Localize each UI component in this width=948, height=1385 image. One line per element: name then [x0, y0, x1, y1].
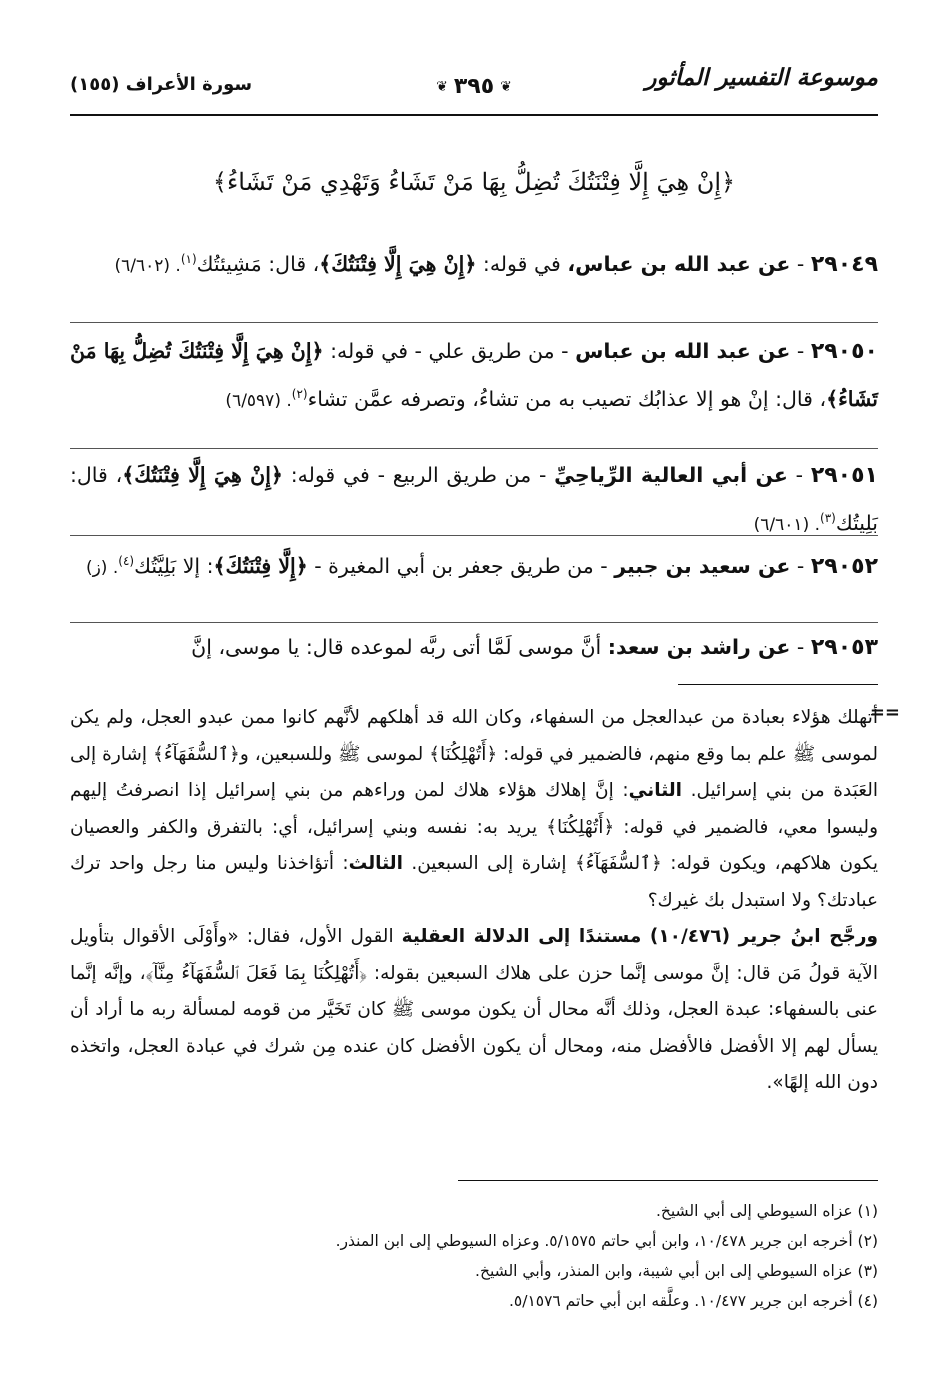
entry-prefix: - من طريق الربيع - في قوله: [290, 463, 547, 487]
ornament-icon: ❦ [500, 78, 512, 95]
entry-number: ٢٩٠٥٠ [810, 339, 878, 364]
footnote-2: (٢) أخرجه ابن جرير ١٠/٤٧٨، وابن أبي حاتم ٥/١٥٧٥. وعزاه السيوطي إلى ابن المنذر. [335, 1232, 878, 1250]
entry-29053: ٢٩٠٥٣ - عن راشد بن سعد: أنَّ موسى لَمَّا أتى ربَّه لموعده قال: يا موسى، إنَّ [191, 635, 878, 660]
commentary-part-2: : إنَّ إهلاك هؤلاء هلاك لمن وراءهم من بني إسرائيل إذا انصرفتُ إليهم وليسوا معي، فالضمير في قوله: ﴿أَتُهْلِكُنَا﴾ يريد به: نفسه وبني إسرائيل، أي: بالتفرق والكفر والعصيان يكون هلاكهم، ويكون قوله: ﴿ٱلسُّفَهَآءُ﴾ إشارة إلى السبعين. [70, 780, 878, 874]
commentary-part-1: أتهلك هؤلاء بعبادة من عبدالعجل من السفهاء، وكان الله قد أهلكهم لأنَّهم كانوا ممن عبدو العجل، ولم يكن لموسى ﷺ علم بما وقع منهم، فالضمير في قوله: ﴿أَتُهْلِكُنَا﴾ لموسى ﷺ وللسبعين، و﴿ٱلسُّفَهَآءُ﴾ إشارة إلى العَبَدة من بني إسرائيل. [70, 707, 878, 801]
page-number: ٣٩٥ [453, 74, 495, 99]
footnote-4: (٤) أخرجه ابن جرير ١٠/٤٧٧. وعلَّقه ابن أبي حاتم ٥/١٥٧٦. [508, 1292, 878, 1310]
entry-divider [70, 622, 878, 623]
entry-number: ٢٩٠٥١ [810, 463, 878, 488]
footnote-ref: (٤) [118, 554, 135, 568]
footnote-ref: (١) [180, 252, 197, 266]
commentary-separator [678, 684, 878, 685]
continuation-mark: == [869, 702, 900, 723]
entry-divider [70, 322, 878, 323]
entry-text: ، قال: بَلِيتُك [70, 463, 878, 535]
entry-prefix: - من طريق جعفر بن أبي المغيرة - [314, 553, 608, 578]
surah-label: سورة الأعراف (١٥٥) [70, 74, 253, 95]
entry-29052: ٢٩٠٥٢ - عن سعيد بن جبير - من طريق جعفر بن أبي المغيرة - ﴿إِلَّا فِتْنَتُكَ﴾: إلا بَلِيَّتُك$^{(٤)}$. (ز) [85, 553, 878, 579]
footnote-ref: (٢) [291, 387, 308, 401]
header-rule [70, 114, 878, 116]
footnote-separator [458, 1180, 878, 1181]
page-number-block [436, 74, 512, 99]
entry-text: : إلا بَلِيَّتُك [134, 553, 214, 578]
entry-prefix: - من طريق علي - في قوله: [330, 339, 569, 363]
footnote-1: (١) عزاه السيوطي إلى أبي الشيخ. [655, 1202, 878, 1220]
narrator-name: عن راشد بن سعد: [607, 635, 791, 659]
entry-text: ، قال: إنْ هو إلا عذابُك تصيب به من تشاءُ، وتصرفه عمَّن تشاء [307, 386, 827, 411]
narrator-name: عن سعيد بن جبير [614, 553, 791, 578]
ornament-icon: ❦ [436, 78, 448, 95]
quran-quote: ﴿إِلَّا فِتْنَتُكَ﴾ [213, 553, 308, 578]
book-title: موسوعة التفسير المأثور [645, 64, 878, 91]
narrator-name: عن عبد الله بن عباس [575, 339, 791, 363]
volume-ref: . (٦/٦٠١) [753, 514, 821, 535]
volume-ref: . (ز) [85, 557, 119, 578]
footnotes [70, 1196, 878, 1316]
second-label: الثاني [628, 780, 683, 801]
volume-ref: . (٦/٥٩٧) [225, 390, 292, 411]
entry-prefix: في قوله: [482, 251, 561, 276]
tarjih-text: القول الأول، فقال: «وأَوْلَى الأقوال بتأويل الآية قولُ مَن قال: إنَّ موسى إنَّما حزن على هلاك السبعين بقوله: ﴿أَتُهْلِكُنَا بِمَا فَعَلَ ٱلسُّفَهَآءُ مِنَّآ﴾، وإنَّه إنَّما عنى بالسفهاء: عبدة العجل، وذلك أنَّه محال أن يكون موسى ﷺ كان تَخَيَّر من قومه لمسألة ربه ما أراد أن يسأل لهم إلا الأفضل فالأفضل منه، ومحال أن يكون الأفضل كان عنده مِن شرك في عبادة العجل، واتخذه دون الله إلهًا». [70, 926, 878, 1093]
commentary-block [70, 700, 878, 1102]
commentary-part-3: : أتؤاخذنا وليس منا رجل واحد ترك عبادتك؟ ولا استبدل بك غيرك؟ [70, 853, 878, 911]
entry-29051: ٢٩٠٥١ - عن أبي العالية الرِّياحِيِّ - من طريق الربيع - في قوله: ﴿إِنْ هِيَ إِلَّا فِتْنَتُكَ﴾، قال: بَلِيتُك$^{(٣)}$. (٦/٦٠١) [70, 463, 878, 535]
entry-number: ٢٩٠٥٣ [810, 635, 878, 660]
tarjih-heading: ورجَّح ابنُ جرير (١٠/٤٧٦) مستندًا إلى الدلالة العقلية [401, 926, 879, 947]
footnote-3: (٣) عزاه السيوطي إلى ابن أبي شيبة، وابن المنذر، وأبي الشيخ. [475, 1262, 878, 1280]
quran-verse: ﴿إِنْ هِيَ إِلَّا فِتْنَتُكَ تُضِلُّ بِهَا مَنْ تَشَاءُ وَتَهْدِي مَنْ تَشَاءُ﴾ [212, 168, 736, 196]
entry-number: ٢٩٠٤٩ [810, 251, 878, 277]
entry-text: ، قال: مَشِيئتُك [196, 251, 320, 276]
third-label: الثالث [348, 853, 403, 874]
entry-29050: ٢٩٠٥٠ - عن عبد الله بن عباس - من طريق علي - في قوله: ﴿إِنْ هِيَ إِلَّا فِتْنَتُكَ تُضِلُّ بِهَا مَنْ تَشَاءُ﴾، قال: إنْ هو إلا عذابُك تصيب به من تشاءُ، وتصرفه عمَّن تشاء$^{(٢)}$. (٦/٥٩٧) [70, 339, 878, 411]
quran-quote: ﴿إِنْ هِيَ إِلَّا فِتْنَتُكَ تُضِلُّ بِهَا مَنْ تَشَاءُ﴾ [70, 339, 878, 411]
entry-29049: ٢٩٠٤٩ - عن عبد الله بن عباس، في قوله: ﴿إِنْ هِيَ إِلَّا فِتْنَتُكَ﴾، قال: مَشِيئتُك$^{(١)}$. (٦/٦٠٢) [114, 251, 878, 277]
page-header [70, 58, 878, 108]
entry-text: أنَّ موسى لَمَّا أتى ربَّه لموعده قال: يا موسى، إنَّ [191, 635, 602, 659]
entry-number: ٢٩٠٥٢ [810, 553, 878, 579]
quran-quote: ﴿إِنْ هِيَ إِلَّا فِتْنَتُكَ﴾ [319, 251, 477, 276]
entry-divider [70, 448, 878, 449]
narrator-name: عن عبد الله بن عباس، [567, 251, 791, 276]
quran-quote: ﴿إِنْ هِيَ إِلَّا فِتْنَتُكَ﴾ [122, 463, 283, 487]
footnote-ref: (٣) [820, 511, 836, 525]
volume-ref: . (٦/٦٠٢) [114, 255, 181, 276]
entry-divider [70, 535, 878, 536]
narrator-name: عن أبي العالية الرِّياحِيِّ [554, 463, 788, 487]
